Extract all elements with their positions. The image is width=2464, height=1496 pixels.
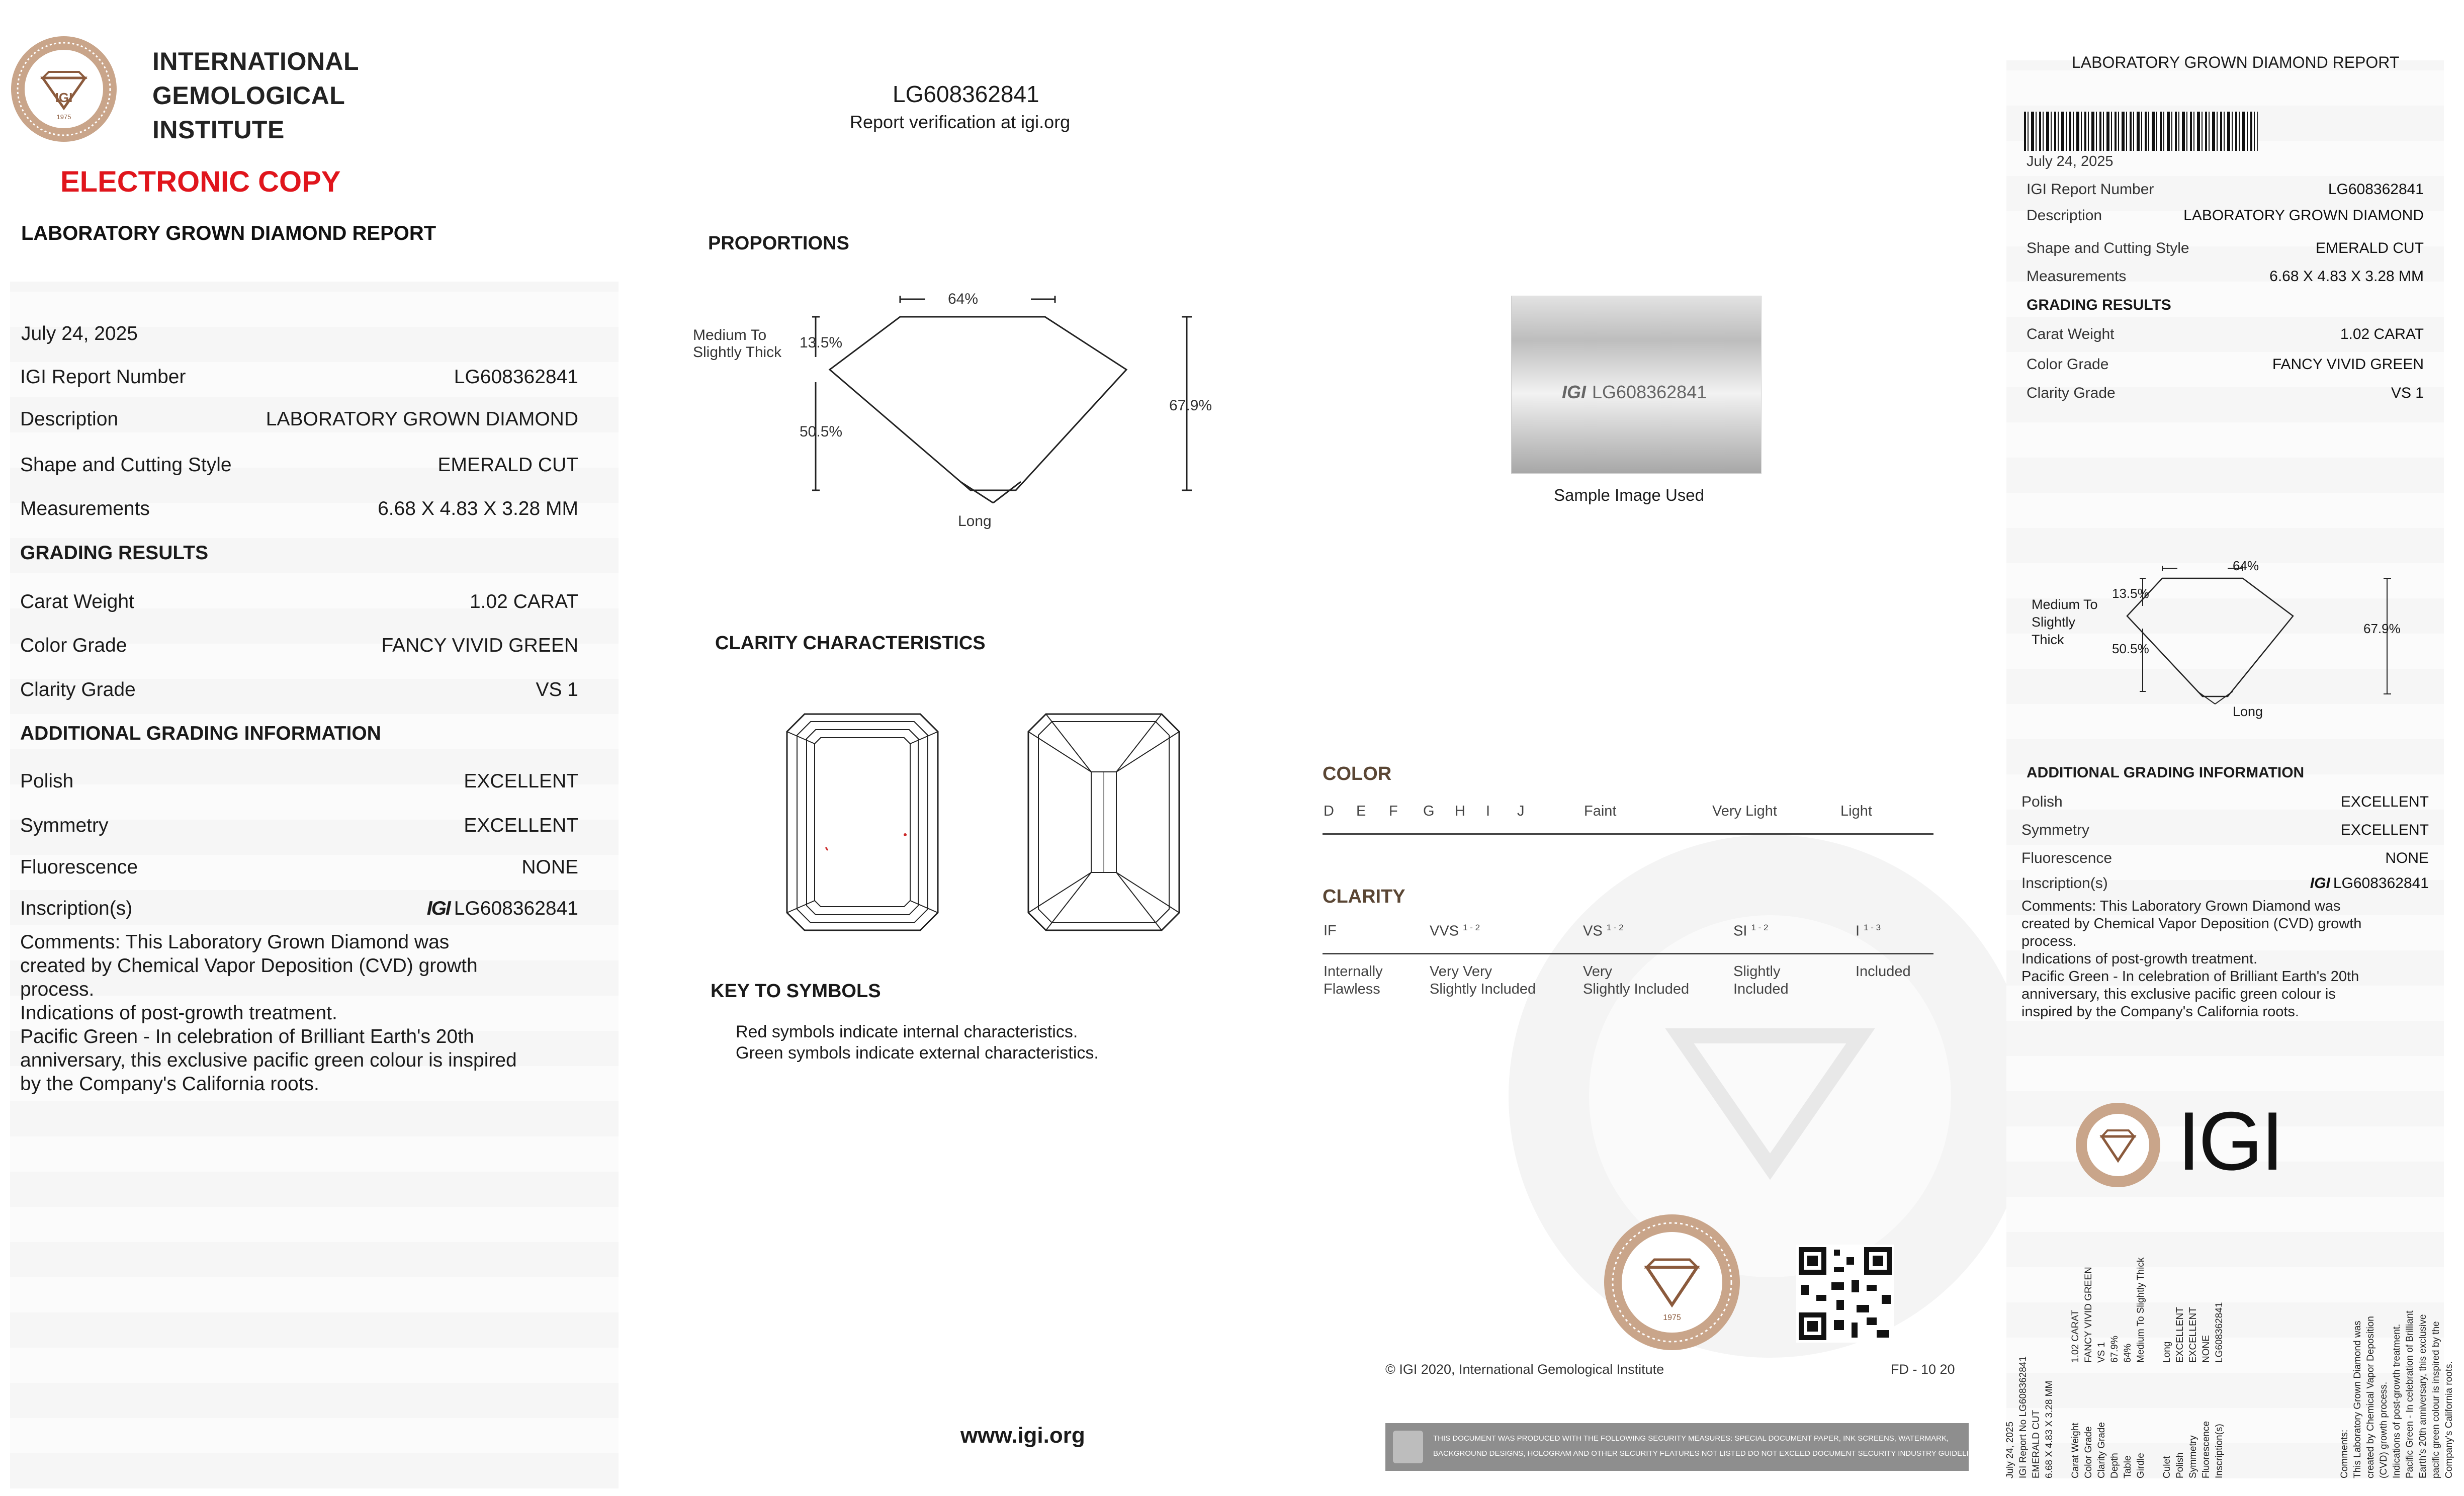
right-table-percent: 64%	[2233, 558, 2259, 573]
proportions-heading: PROPORTIONS	[708, 233, 849, 254]
color-letter: H	[1455, 803, 1465, 819]
lock-icon	[1393, 1431, 1423, 1463]
right-report-title: LABORATORY GROWN DIAMOND REPORT	[2072, 53, 2400, 71]
sample-image	[1511, 296, 1762, 474]
color-word: Light	[1840, 803, 1872, 819]
field-symmetry: Symmetry EXCELLENT	[20, 815, 578, 836]
electronic-copy-label: ELECTRONIC COPY	[60, 165, 341, 198]
right-additional-heading: ADDITIONAL GRADING INFORMATION	[2027, 764, 2305, 781]
security-notice-line2: BACKGROUND DESIGNS, HOLOGRAM AND OTHER SECURITY FEATURES NOT LISTED DO NOT EXCEED DOCUMENT SECURITY INDUSTRY GUIDELINES.	[1433, 1449, 1986, 1458]
color-letter: I	[1486, 803, 1490, 819]
sample-image-inscription: IGI LG608362841	[1562, 382, 1707, 402]
svg-text:1975: 1975	[1663, 1313, 1681, 1322]
report-verification: Report verification at igi.org	[850, 112, 1071, 132]
igi-seal-footer	[1602, 1212, 1742, 1353]
right-girdle-label: Medium To Slightly Thick	[2032, 597, 2098, 647]
color-scale-heading: COLOR	[1323, 763, 1392, 784]
institute-line-2: GEMOLOGICAL	[152, 81, 345, 110]
field-color: Color Grade FANCY VIVID GREEN	[20, 635, 578, 656]
pavilion-percent: 50.5%	[800, 423, 843, 440]
right-igi-logo-text: IGI	[2177, 1095, 2282, 1187]
clarity-desc: Internally Flawless	[1324, 963, 1383, 997]
right-field-color: Color Grade FANCY VIVID GREEN	[2027, 356, 2424, 373]
igi-inscription-icon: IGI	[426, 898, 450, 919]
right-field-measurements: Measurements 6.68 X 4.83 X 3.28 MM	[2027, 268, 2424, 285]
grading-results-heading: GRADING RESULTS	[20, 542, 209, 564]
security-notice-bar	[1385, 1423, 1986, 1471]
right-crown-percent: 13.5%	[2112, 586, 2149, 601]
right-field-carat: Carat Weight 1.02 CARAT	[2027, 326, 2424, 342]
right-field-polish: Polish EXCELLENT	[2021, 794, 2429, 810]
comments-text: Comments: This Laboratory Grown Diamond was created by Chemical Vapor Deposition (CVD) growth process. Indications of post-growth treatment. Pacific Green - In celebration of Brilliant Earth's 20th anniversary, this exclusive pacific green colour is inspired by the Company's California roots.	[20, 931, 517, 1095]
stub-comments: Comments: This Laboratory Grown Diamond was created by Chemical Vapor Deposition (CVD) growth process. Indications of post-growth treatment. Pacific Green - In celebration of Brilliant Earth's 20th anniversary, this exclusive pacific green colour is inspired by the Company's California roots.	[2339, 1310, 2454, 1478]
right-depth-percent: 67.9%	[2363, 621, 2401, 636]
clarity-grade: IF	[1324, 923, 1337, 939]
right-field-inscription: Inscription(s) IGI LG608362841	[2021, 875, 2429, 892]
igi-inscription-icon: IGI	[1562, 382, 1587, 402]
color-letter: J	[1517, 803, 1525, 819]
right-grading-heading: GRADING RESULTS	[2027, 297, 2171, 313]
color-letter: D	[1324, 803, 1334, 819]
inclusion-marker	[826, 847, 828, 850]
girdle-label: Medium To Slightly Thick	[693, 327, 782, 361]
clarity-grade: SI $^{1 - 2}$	[1733, 923, 1769, 939]
clarity-desc: Slightly Included	[1733, 963, 1789, 997]
clarity-characteristics-heading: CLARITY CHARACTERISTICS	[715, 633, 986, 654]
igi-inscription-icon: IGI	[2310, 875, 2330, 892]
clarity-plot-crown	[784, 712, 940, 933]
right-culet-label: Long	[2233, 704, 2263, 719]
clarity-scale-rule	[1323, 953, 1933, 954]
field-inscription: Inscription(s) IGI LG608362841	[20, 898, 578, 919]
right-field-shape: Shape and Cutting Style EMERALD CUT	[2027, 240, 2424, 256]
key-red-symbols: Red symbols indicate internal characteristics.	[736, 1022, 1078, 1041]
color-word: Very Light	[1712, 803, 1777, 819]
barcode[interactable]	[2024, 112, 2258, 151]
right-igi-seal	[2074, 1101, 2162, 1189]
right-pavilion-percent: 50.5%	[2112, 641, 2149, 656]
field-shape: Shape and Cutting Style EMERALD CUT	[20, 454, 578, 476]
right-field-clarity: Clarity Grade VS 1	[2027, 385, 2424, 401]
depth-percent: 67.9%	[1169, 397, 1212, 414]
culet-label: Long	[958, 513, 992, 530]
copyright: © IGI 2020, International Gemological Institute	[1385, 1362, 1664, 1377]
right-comments-text: Comments: This Laboratory Grown Diamond was created by Chemical Vapor Deposition (CVD) growth process. Indications of post-growth treatment. Pacific Green - In celebration of Brilliant Earth's 20th anniversary, this exclusive pacific green colour is inspired by the Company's California roots.	[2021, 898, 2362, 1020]
form-code: FD - 10 20	[1891, 1362, 1955, 1377]
seal-text: IGI	[55, 90, 73, 105]
right-field-description: Description LABORATORY GROWN DIAMOND	[2027, 207, 2424, 224]
sample-image-caption: Sample Image Used	[1554, 486, 1704, 504]
stub-column-2b: 1.02 CARAT FANCY VIVID GREEN VS 1 67.9% 64% Medium To Slightly Thick Long EXCELLENT EXCELLENT NONE LG608362841	[2070, 1257, 2225, 1363]
report-stub	[2004, 1242, 2454, 1478]
stub-column-1: July 24, 2025 IGI Report No LG608362841 EMERALD CUT 6.68 X 4.83 X 3.28 MM	[2005, 1356, 2055, 1478]
key-green-symbols: Green symbols indicate external characteristics.	[736, 1043, 1099, 1063]
qr-code[interactable]	[1796, 1245, 1894, 1343]
field-description: Description LABORATORY GROWN DIAMOND	[20, 408, 578, 430]
report-title: LABORATORY GROWN DIAMOND REPORT	[21, 222, 436, 244]
field-measurements: Measurements 6.68 X 4.83 X 3.28 MM	[20, 498, 578, 519]
clarity-scale-heading: CLARITY	[1323, 886, 1405, 907]
field-report-number: IGI Report Number LG608362841	[20, 366, 578, 388]
clarity-plot-pavilion	[1026, 712, 1182, 933]
color-letter: F	[1389, 803, 1398, 819]
color-letter: E	[1356, 803, 1366, 819]
inclusion-marker	[904, 833, 907, 836]
right-report-date: July 24, 2025	[2027, 153, 2114, 169]
proportions-diagram	[689, 282, 1232, 543]
institute-name	[152, 44, 359, 147]
clarity-grade: VVS $^{1 - 2}$	[1430, 923, 1480, 939]
clarity-grade: VS $^{1 - 2}$	[1583, 923, 1624, 939]
security-notice-line1: THIS DOCUMENT WAS PRODUCED WITH THE FOLLOWING SECURITY MEASURES: SPECIAL DOCUMENT PAPER, INK SCREENS, WATERMARK,	[1433, 1434, 1949, 1443]
institute-line-1: INTERNATIONAL	[152, 47, 360, 75]
color-word: Faint	[1584, 803, 1617, 819]
institute-line-3: INSTITUTE	[152, 116, 285, 144]
field-clarity: Clarity Grade VS 1	[20, 679, 578, 700]
header-report-number: LG608362841	[893, 81, 1039, 107]
stub-column-2a: Carat Weight Color Grade Clarity Grade Depth Table Girdle Culet Polish Symmetry Fluorescence Inscription(s)	[2070, 1421, 2225, 1478]
field-carat: Carat Weight 1.02 CARAT	[20, 591, 578, 612]
website-footer: www.igi.org	[960, 1423, 1085, 1448]
table-percent: 64%	[948, 291, 979, 307]
field-polish: Polish EXCELLENT	[20, 770, 578, 792]
clarity-desc: Included	[1856, 963, 1911, 980]
right-field-symmetry: Symmetry EXCELLENT	[2021, 822, 2429, 838]
clarity-desc: Very Very Slightly Included	[1430, 963, 1536, 997]
igi-seal-logo	[8, 33, 121, 146]
field-fluorescence: Fluorescence NONE	[20, 856, 578, 878]
color-scale-rule	[1323, 833, 1933, 835]
seal-year: 1975	[56, 113, 71, 121]
additional-info-heading: ADDITIONAL GRADING INFORMATION	[20, 723, 381, 744]
color-letter: G	[1423, 803, 1435, 819]
right-field-fluorescence: Fluorescence NONE	[2021, 850, 2429, 866]
report-date: July 24, 2025	[21, 323, 138, 344]
crown-percent: 13.5%	[800, 334, 843, 351]
key-to-symbols-heading: KEY TO SYMBOLS	[711, 981, 881, 1002]
right-field-report-number: IGI Report Number LG608362841	[2027, 181, 2424, 198]
watermark-seal	[1499, 825, 2042, 1368]
clarity-desc: Very Slightly Included	[1583, 963, 1690, 997]
clarity-grade: I $^{1 - 3}$	[1856, 923, 1881, 939]
